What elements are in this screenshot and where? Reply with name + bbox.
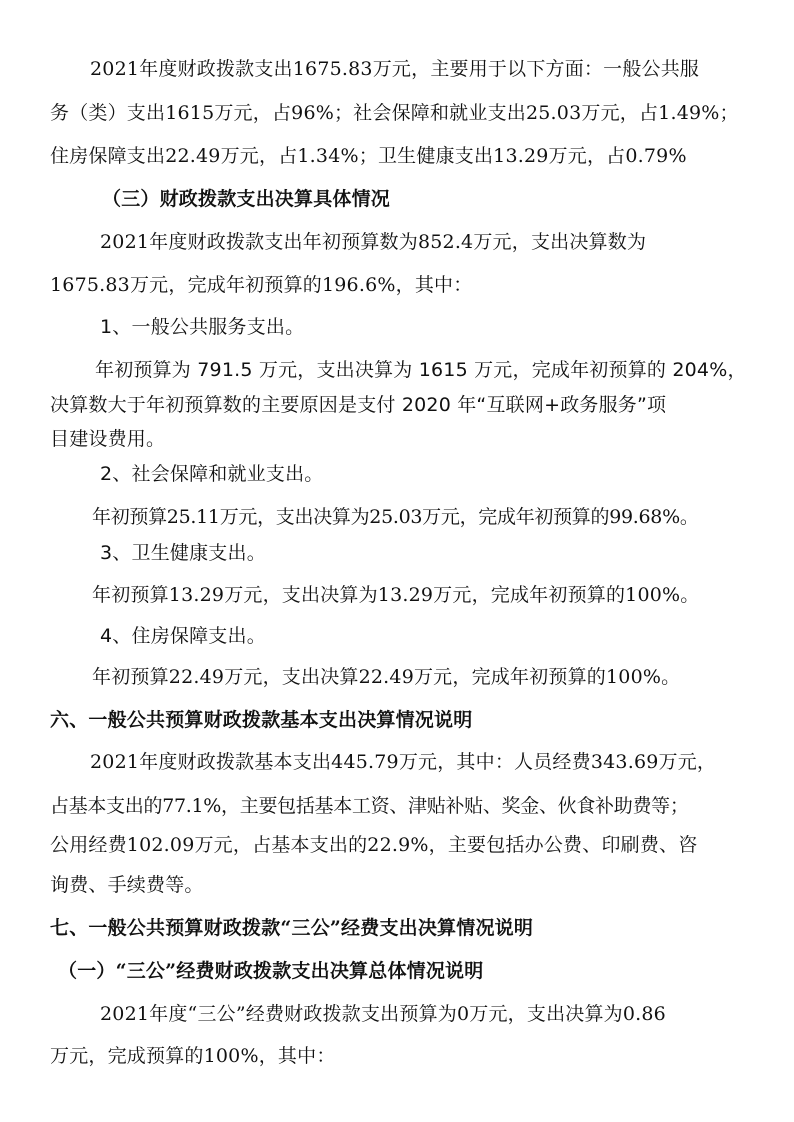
paragraph-line: 年初预算13.29万元，支出决算为13.29万元，完成年初预算的100%。 [92,584,700,606]
paragraph-line: 占基本支出的77.1%，主要包括基本工资、津贴补贴、奖金、伙食补助费等； [50,795,689,817]
paragraph-line: 2021年度“三公”经费财政拨款支出预算为0万元，支出决算为0.86 [100,1003,666,1025]
paragraph-line: 1675.83万元，完成年初预算的196.6%，其中： [50,274,473,296]
paragraph-line: 年初预算22.49万元，支出决算22.49万元，完成年初预算的100%。 [92,666,681,688]
section-heading-seven: 七、一般公共预算财政拨款“三公”经费支出决算情况说明 [50,917,534,939]
subsection-heading-one: （一）“三公”经费财政拨款支出决算总体情况说明 [58,960,484,982]
paragraph-line: 2021年度财政拨款支出1675.83万元，主要用于以下方面：一般公共服 [90,58,700,80]
paragraph-line: 务（类）支出1615万元，占96%；社会保障和就业支出25.03万元，占1.49%； [50,102,739,124]
subheading-social-security: 2、社会保障和就业支出。 [100,463,324,485]
paragraph-line: 公用经费102.09万元，占基本支出的22.9%，主要包括办公费、印刷费、咨 [50,834,698,856]
paragraph-line: 目建设费用。 [50,428,166,450]
section-heading-six: 六、一般公共预算财政拨款基本支出决算情况说明 [50,709,473,731]
subheading-housing: 4、住房保障支出。 [100,625,266,647]
paragraph-line: 住房保障支出22.49万元，占1.34%；卫生健康支出13.29万元，占0.79% [50,145,687,167]
subheading-health: 3、卫生健康支出。 [100,542,266,564]
paragraph-line: 2021年度财政拨款支出年初预算数为852.4万元，支出决算数为 [100,231,647,253]
subheading-general-services: 1、一般公共服务支出。 [100,316,305,338]
paragraph-line: 万元，完成预算的100%，其中： [50,1045,336,1067]
section-heading-three: （三）财政拨款支出决算具体情况 [102,188,391,210]
paragraph-line: 年初预算为 791.5 万元，支出决算为 1615 万元，完成年初预算的 204%， [95,359,747,381]
paragraph-line: 询费、手续费等。 [50,874,204,896]
paragraph-line: 决算数大于年初预算数的主要原因是支付 2020 年“互联网+政务服务”项 [50,394,667,416]
paragraph-line: 年初预算25.11万元，支出决算为25.03万元，完成年初预算的99.68%。 [92,506,699,528]
paragraph-line: 2021年度财政拨款基本支出445.79万元，其中：人员经费343.69万元， [90,751,717,773]
